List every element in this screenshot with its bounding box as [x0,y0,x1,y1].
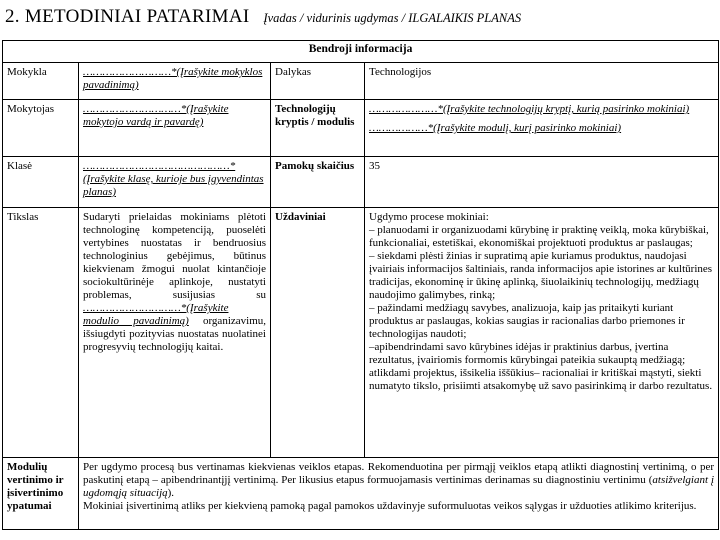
lessons-value: 35 [365,157,719,208]
subject-label: Dalykas [271,63,365,100]
table-row [3,63,719,100]
table-row [3,208,719,458]
task-item: – planuodami ir organizuodami kūrybinę ir praktinę veiklą, moka kūrybiškai, funkcionaliai, estetiškai, ekonomiškai projektuoti produktus ar paslaugas; [369,224,709,249]
class-field[interactable]: ………………………………………*(Įrašykite klasę, kurioje bus įgyvendintas planas) [79,157,271,208]
goal-label: Tikslas [3,208,79,458]
table-header-row [3,41,719,63]
module-name-field[interactable]: …………………………*(Įrašykite modulio pavadinimą) [83,302,229,327]
page-subtitle: Įvadas / vidurinis ugdymas / ILGALAIKIS PLANAS [263,11,522,25]
goal-text: Sudaryti prielaidas mokiniams plėtoti technologinę kompetenciją, puoselėti vertybines nuostatas ir bendruosius technologinius gebėjimus, būtinus kiekvienam žmogui nuolat kintančioje sociokultūrinėje aplinkoje, nustatyti problemas, susijusias su …………………………*(Įrašykite modulio pavadinimą) organizavimu, išsiugdyti pozityvias nuostatas nuolatinei progresyvių technologijų kaitai. [79,208,271,458]
task-item: Ugdymo procese mokiniai: [369,211,489,223]
task-item: – siekdami plėsti žinias ir supratimą apie kuriamus produktus, naudojasi įvairiais informacijos šaltiniais, randa informacijos apie istorines ar kultūrines tradicijas, ekonominę ir ūkinę aplinką, šiuolaikinių technologijų, medžiagų naudojimo galimybes, rinką; [369,250,713,301]
direction-cell [365,100,719,157]
task-item: atlikdami projektus, išsikelia iššūkius– racionaliai ir kritiškai mąstyti, siekti numatyto tikslo, prisiimti atsakomybę už savo pasirinkimą ir darbo rezultatus. [369,367,713,392]
general-info-table [2,40,719,530]
direction-label: Technologijų kryptis / modulis [271,100,365,157]
page-title: 2. METODINIAI PATARIMAI [5,6,250,27]
direction-field[interactable]: …………………*(Įrašykite technologijų kryptį, kurią pasirinko mokiniai) [369,103,690,115]
task-item: –apibendrindami savo kūrybines idėjas ir praktinius darbus, įvertina rezultatus, įvairiomis formomis kūrybingai pateikia sukauptą medžiagą; [369,341,686,366]
school-field[interactable]: ………………………*(Įrašykite mokyklos pavadinimą) [79,63,271,100]
tasks-list [365,208,719,458]
class-label: Klasė [3,157,79,208]
lessons-label: Pamokų skaičius [271,157,365,208]
task-item: – pažindami medžiagų savybes, analizuoja, kaip jas pritaikyti kuriant produktus ar paslaugas, kokias saugias ir racionalias darbo priemones ir technologijas naudoti; [369,302,685,340]
table-header: Bendroji informacija [3,41,719,63]
table-row [3,458,719,530]
table-row [3,157,719,208]
page-heading [5,6,521,28]
table-row [3,100,719,157]
school-label: Mokykla [3,63,79,100]
module-field[interactable]: ………………*(Įrašykite modulį, kurį pasirinko mokiniai) [369,122,622,134]
assessment-text: Per ugdymo procesą bus vertinamas kiekvienas veiklos etapas. Rekomenduotina per pirmąjį veiklos etapą atlikti diagnostinį vertinimą, o per paskutinį etapą – apibendrinantįjį vertinimą. Per likusius etapus formuojamasis vertinimas derinamas su diagnostiniu vertinimu (atsižvelgiant į ugdomąją situaciją). Mokiniai įsivertinimą atliks per kiekvieną pamoką pagal pamokos uždavinyje suformuluotas veikos sąlygas ir užduoties atlikimo kriterijus. [79,458,719,530]
teacher-field[interactable]: …………………………*(Įrašykite mokytojo vardą ir pavardę) [79,100,271,157]
subject-value: Technologijos [365,63,719,100]
assessment-label: Modulių vertinimo ir įsivertinimo ypatumai [3,458,79,530]
teacher-label: Mokytojas [3,100,79,157]
tasks-label: Uždaviniai [271,208,365,458]
